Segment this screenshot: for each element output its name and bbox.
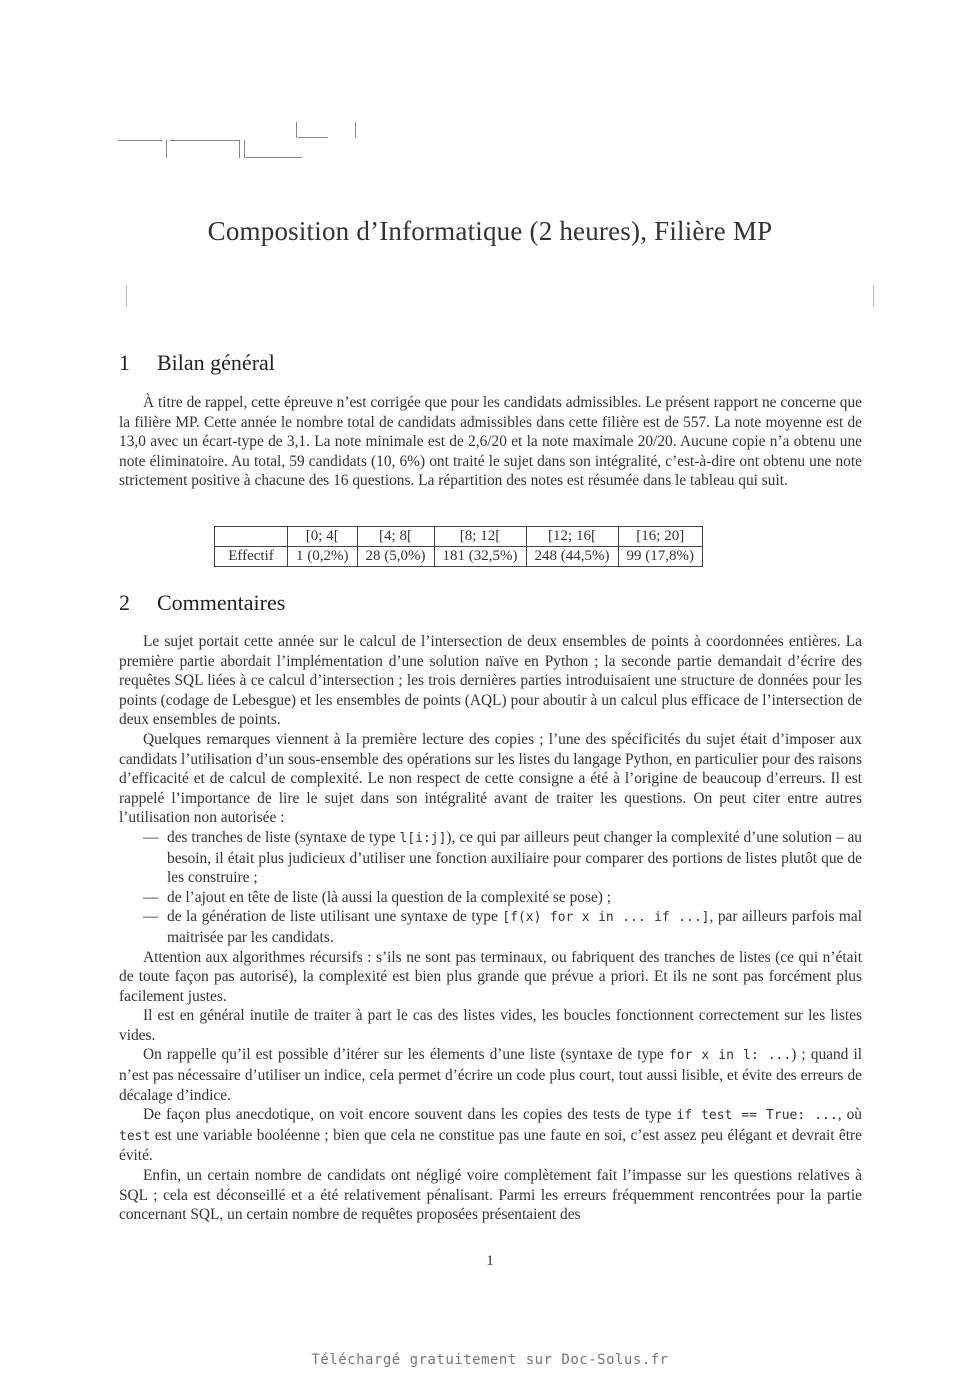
section-title: Commentaires — [157, 590, 286, 615]
table-row-label: Effectif — [215, 547, 288, 567]
table-header-cell: [4; 8[ — [357, 527, 434, 547]
table-header-row — [215, 527, 703, 547]
document-title: Composition d’Informatique (2 heures), Filière MP — [207, 216, 773, 246]
section-number: 1 — [119, 350, 130, 375]
table-cell: 28 (5,0%) — [357, 547, 434, 567]
table-cell: 248 (44,5%) — [526, 547, 618, 567]
paragraph — [119, 393, 862, 491]
section-1-heading — [119, 350, 275, 376]
paragraph-text: , où — [837, 1106, 862, 1124]
bullet-dash: — — [143, 828, 159, 846]
section-2-body — [119, 632, 862, 1225]
inline-code: for x in l: ... — [668, 1048, 792, 1064]
list-item — [119, 888, 862, 908]
bullet-list — [119, 828, 862, 948]
list-item — [119, 828, 862, 888]
paragraph-text: De façon plus anecdotique, on voit encore souvent dans les copies des tests de type — [143, 1106, 677, 1124]
paragraph — [119, 1045, 862, 1105]
paragraph-text: À titre de rappel, cette épreuve n’est corrigée que pour les candidats admissibles. Le présent rapport ne concerne que la filière MP. Cette année le nombre total de candidats admissibles dans cette filière est de 557. La note moyenne est de 13,0 avec un écart-type de 3,1. La note minimale est de 2,6/20 et la note maximale 20/20. Aucune copie n’a obtenu une note éliminatoire. Au total, 59 candidats (10, 6%) ont traité le sujet dans son intégralité, c’est-à-dire ont obtenu une note strictement positive à chacune des 16 questions. La répartition des notes est résumée dans le tableau qui suit. — [119, 394, 862, 490]
paragraph-text: On rappelle qu’il est possible d’itérer sur les élements d’une liste (syntaxe de type — [143, 1046, 669, 1064]
table-header-cell — [215, 527, 288, 547]
table-header-cell: [8; 12[ — [434, 527, 526, 547]
grades-table — [214, 526, 703, 567]
bullet-dash: — — [143, 888, 159, 906]
list-item-text: , par ailleurs parfois mal maitrisée par les candidats. — [167, 908, 862, 946]
download-footer: Téléchargé gratuitement sur Doc-Solus.fr — [311, 1352, 669, 1368]
list-item-text: de l’ajout en tête de liste (là aussi la question de la complexité se pose) ; — [167, 888, 612, 906]
paragraph-text: Enfin, un certain nombre de candidats ont négligé voire complètement fait l’impasse sur les questions relatives à SQL ; cela est déconseillé et a été relativement pénalisant. Parmi les erreurs fréquemment rencontrées pour la partie concernant SQL, un certain nombre de requêtes proposées présentaient des — [119, 1167, 862, 1224]
list-item-text: ), ce qui par ailleurs peut changer la complexité d’une solution – au besoin, il était plus judicieux d’utiliser une fonction auxiliaire pour comparer des portions de listes plutôt que de les construire ; — [167, 828, 863, 887]
section-1-body — [119, 393, 862, 491]
section-number: 2 — [119, 590, 130, 615]
table-header-cell: [0; 4[ — [288, 527, 358, 547]
paragraph — [119, 632, 862, 730]
list-item-text: des tranches de liste (syntaxe de type — [167, 828, 400, 846]
inline-code: [f(x) for x in ... if ...] — [502, 910, 710, 926]
table-cell: 99 (17,8%) — [618, 547, 703, 567]
section-title: Bilan général — [157, 350, 275, 375]
list-item — [119, 907, 862, 947]
left-margin-mark — [126, 285, 127, 307]
section-2-heading — [119, 590, 285, 616]
paragraph-text: est une variable booléenne ; bien que cela ne constitue pas une faute en soi, c’est assez peu élégant et devrait être évité. — [119, 1126, 862, 1165]
paragraph — [119, 1166, 862, 1225]
paragraph — [119, 948, 862, 1007]
table-row — [215, 547, 703, 567]
list-item-text: de la génération de liste utilisant une syntaxe de type — [167, 908, 503, 926]
header-logo-fragment — [118, 120, 358, 162]
table-header-cell: [16; 20] — [618, 527, 703, 547]
table-header-cell: [12; 16[ — [526, 527, 618, 547]
paragraph — [119, 1006, 862, 1045]
right-margin-mark — [873, 285, 874, 307]
bullet-dash: — — [143, 908, 159, 926]
page-number: 1 — [486, 1253, 494, 1269]
paragraph-text: Le sujet portait cette année sur le calcul de l’intersection de deux ensembles de points à coordonnées entières. La première partie abordait l’implémentation d’une solution naïve en Python ; la seconde partie demandait d’écrire des requêtes SQL liées à ce calcul d’intersection ; les trois dernières parties introduisaient une structure de données pour les points (codage de Lebesgue) et les ensembles de points (AQL) pour aboutir à un calcul plus efficace de l’intersection de deux ensembles de points. — [119, 633, 862, 729]
inline-code: test — [119, 1128, 151, 1144]
paragraph-text: Quelques remarques viennent à la première lecture des copies ; l’une des spécificités du sujet était d’imposer aux candidats l’utilisation d’un sous-ensemble des opérations sur les listes du langage Python, en particulier pour des raisons d’efficacité et de calcul de complexité. Le non respect de cette consigne a été à l’origine de beaucoup d’erreurs. Il est rappelé l’importance de lire le sujet dans son intégralité avant de traiter les questions. On peut citer entre autres l’utilisation non autorisée : — [119, 730, 862, 827]
table-cell: 181 (32,5%) — [434, 547, 526, 567]
paragraph — [119, 1105, 862, 1166]
paragraph-text: Attention aux algorithmes récursifs : s’ils ne sont pas terminaux, ou fabriquent des tranches de listes (ce qui n’était de toute façon pas autorisé), la complexité est bien plus grande que prévue a priori. Et ils ne sont pas forcément plus facilement justes. — [119, 948, 862, 1005]
table-cell: 1 (0,2%) — [288, 547, 358, 567]
inline-code: l[i:j] — [399, 830, 447, 846]
paragraph — [119, 730, 862, 828]
paragraph-text: Il est en général inutile de traiter à part le cas des listes vides, les boucles fonctionnent correctement sur les listes vides. — [119, 1007, 862, 1044]
inline-code: if test == True: ... — [676, 1108, 838, 1124]
paragraph-text: ) ; quand il n’est pas nécessaire d’utiliser un indice, cela permet d’écrire un code plus court, tout aussi lisible, et évite des erreurs de décalage d’indice. — [119, 1046, 863, 1104]
